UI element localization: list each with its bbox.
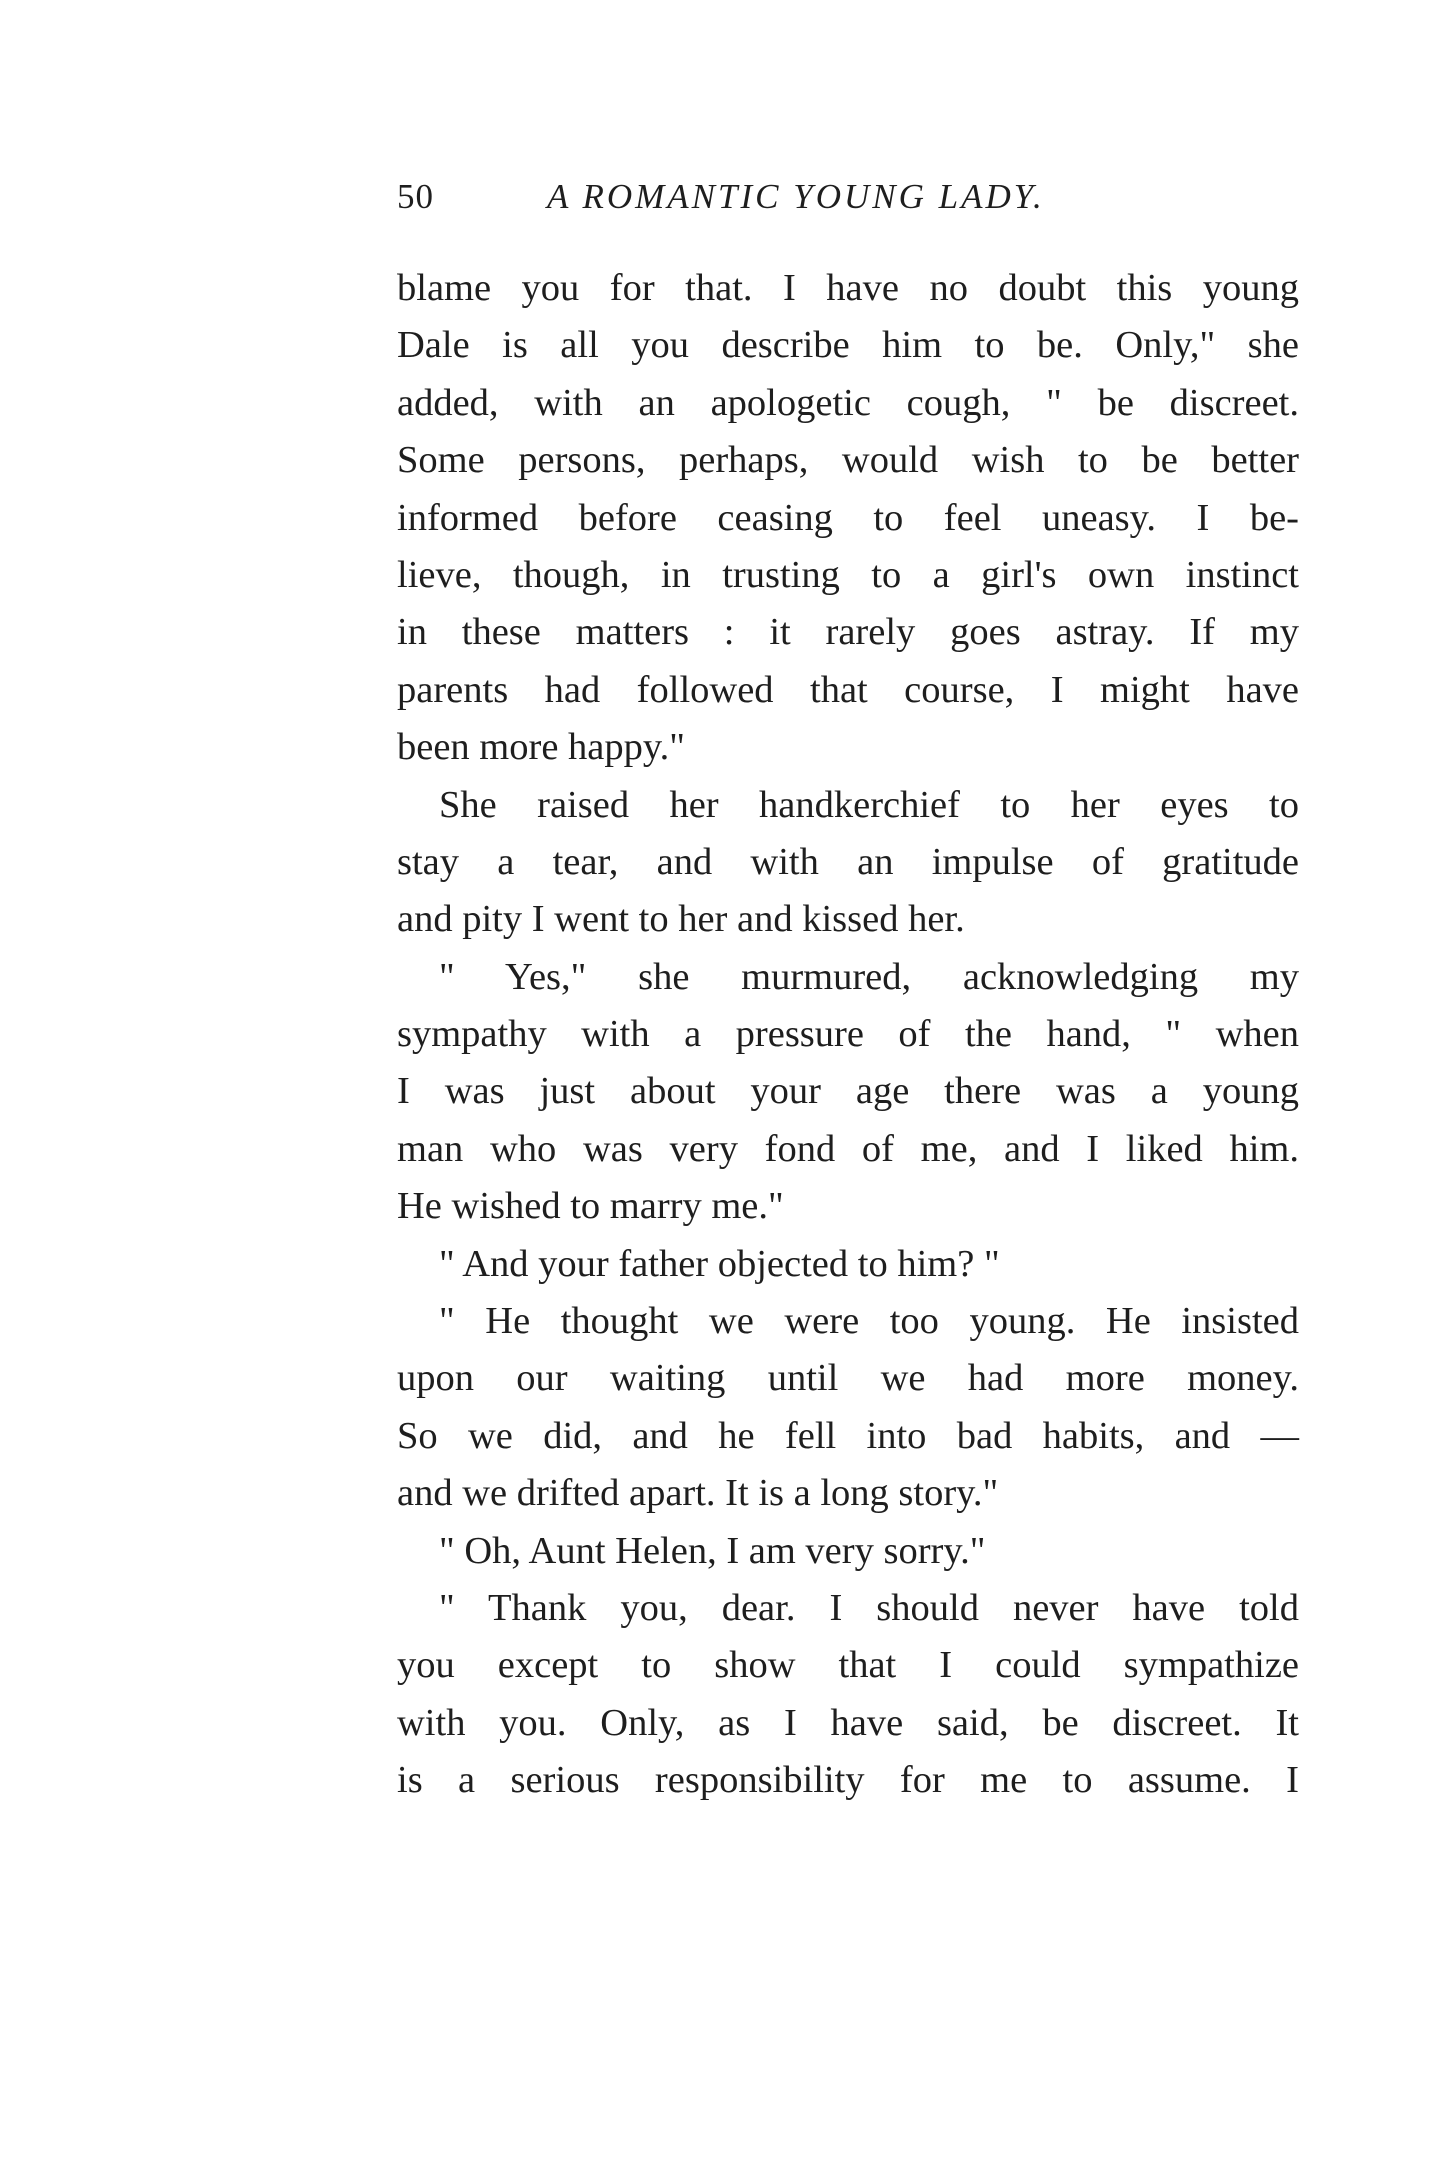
text-line: added, with an apologetic cough, " be discreet. bbox=[397, 381, 1299, 424]
text-line: and we drifted apart. It is a long story." bbox=[397, 1472, 999, 1515]
text-line: " Oh, Aunt Helen, I am very sorry." bbox=[439, 1529, 986, 1572]
text-line: informed before ceasing to feel uneasy. I be- bbox=[397, 496, 1299, 539]
text-line: I was just about your age there was a young bbox=[397, 1070, 1299, 1113]
text-line: " And your father objected to him? " bbox=[439, 1242, 1000, 1285]
text-line: Dale is all you describe him to be. Only," she bbox=[397, 324, 1299, 367]
text-line: stay a tear, and with an impulse of gratitude bbox=[397, 840, 1299, 883]
text-line: man who was very fond of me, and I liked him. bbox=[397, 1127, 1299, 1170]
running-title: A ROMANTIC YOUNG LADY. bbox=[547, 177, 1045, 216]
text-line: " He thought we were too young. He insisted bbox=[439, 1300, 1299, 1343]
text-line: been more happy." bbox=[397, 726, 685, 769]
text-line: parents had followed that course, I might have bbox=[397, 668, 1299, 711]
body-text bbox=[397, 260, 1299, 1810]
text-line: She raised her handkerchief to her eyes to bbox=[439, 783, 1299, 826]
text-line: in these matters : it rarely goes astray. If my bbox=[397, 611, 1299, 654]
text-line: Some persons, perhaps, would wish to be better bbox=[397, 439, 1299, 482]
running-head bbox=[397, 172, 1287, 222]
text-line: He wished to marry me." bbox=[397, 1185, 784, 1228]
text-line: lieve, though, in trusting to a girl's own instinct bbox=[397, 553, 1299, 596]
text-line: is a serious responsibility for me to assume. I bbox=[397, 1759, 1299, 1802]
text-line: you except to show that I could sympathize bbox=[397, 1644, 1299, 1687]
text-line: So we did, and he fell into bad habits, and — bbox=[397, 1414, 1299, 1457]
text-line: upon our waiting until we had more money. bbox=[397, 1357, 1299, 1400]
text-line: " Thank you, dear. I should never have told bbox=[439, 1586, 1299, 1629]
text-line: blame you for that. I have no doubt this young bbox=[397, 267, 1299, 309]
text-line: with you. Only, as I have said, be discreet. It bbox=[397, 1701, 1299, 1744]
text-line: " Yes," she murmured, acknowledging my bbox=[439, 955, 1299, 998]
text-line: and pity I went to her and kissed her. bbox=[397, 898, 965, 941]
text-line: sympathy with a pressure of the hand, " when bbox=[397, 1013, 1299, 1056]
page-number: 50 bbox=[397, 177, 434, 216]
